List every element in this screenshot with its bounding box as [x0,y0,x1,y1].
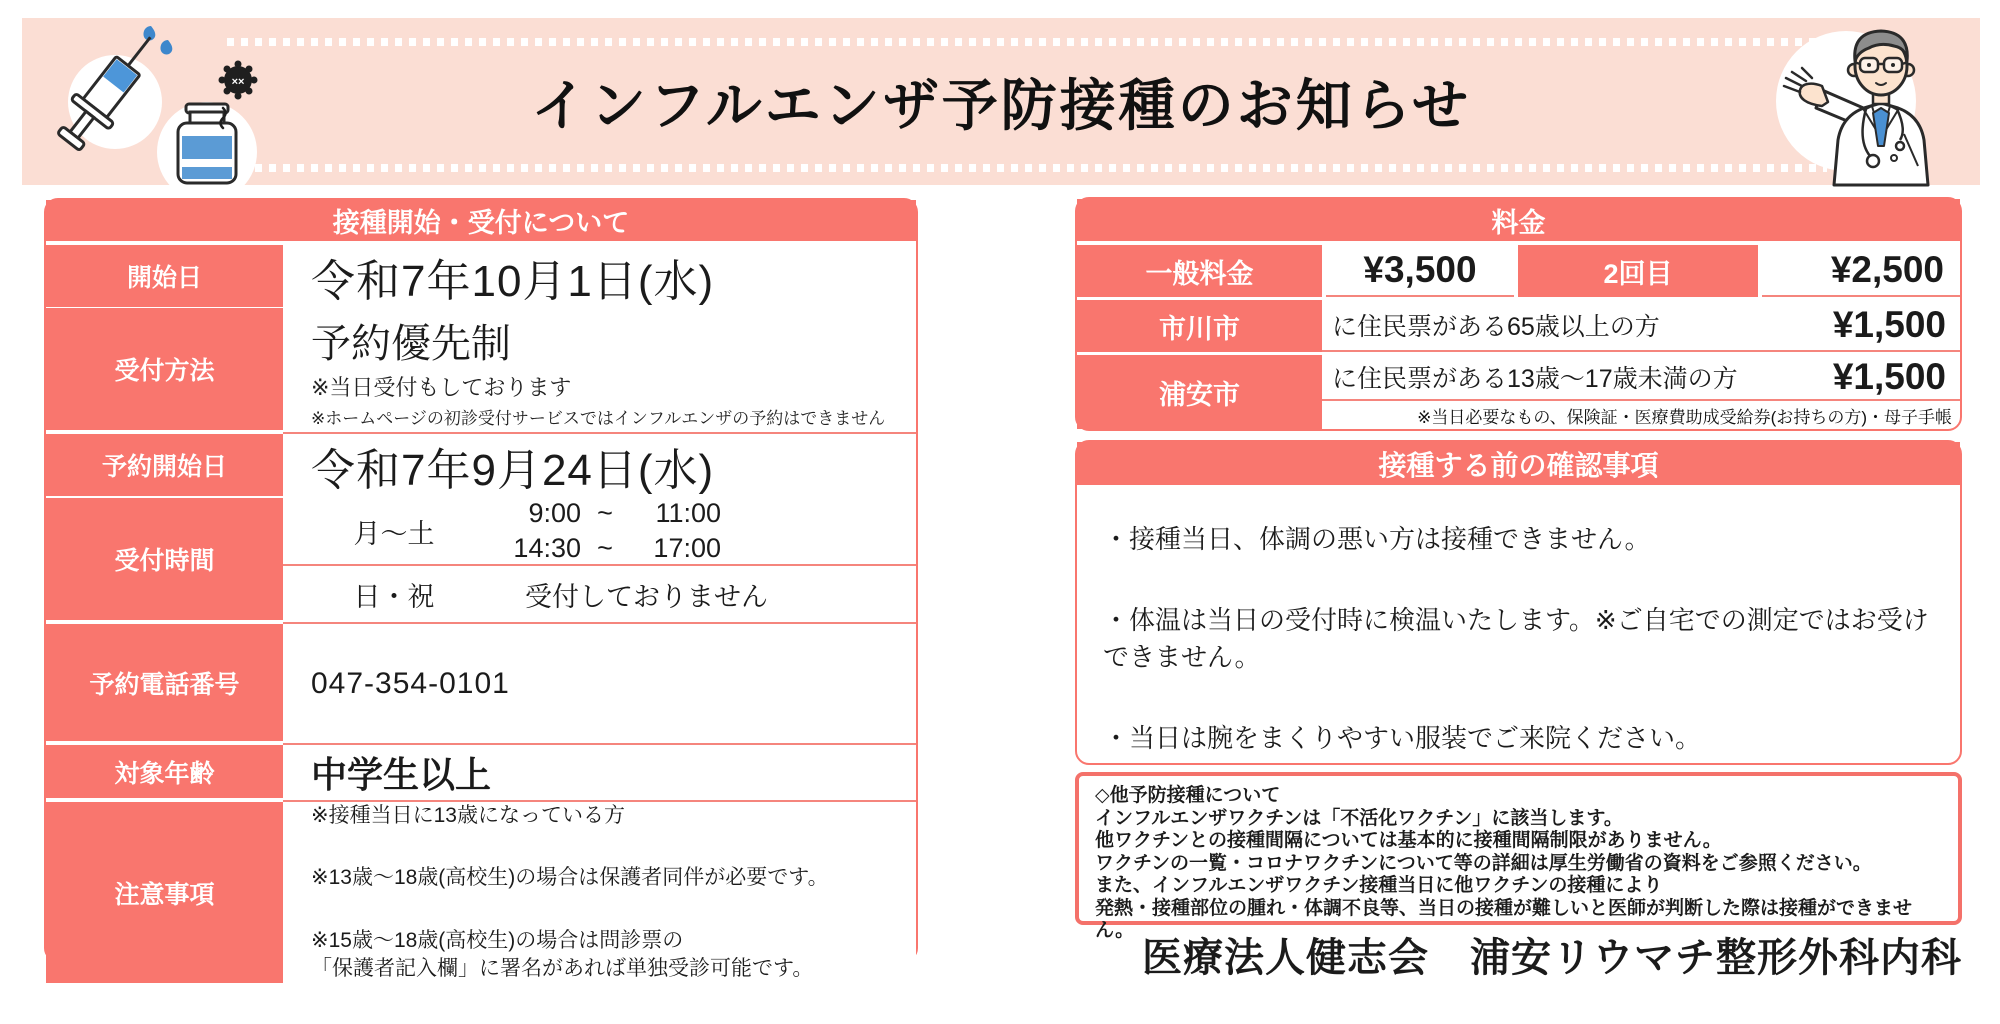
table-row-phone [46,624,916,745]
clinic-name: 医療法人健志会 浦安リウマチ整形外科内科 [1142,936,1962,980]
reception-method-note: ※ホームページの初診受付サービスではインフルエンザの予約はできません [311,408,886,428]
table-row-reception-method [46,308,916,434]
doctor-illustration [1776,6,1976,185]
schedule-table-title: 接種開始・受付について [46,200,916,245]
table-row-start-date [46,245,916,308]
afternoon-hours: 14:30 ~ 17:00 [513,533,721,563]
start-date-value: 令和7年10月1日(水) [311,257,715,306]
checklist-box [1075,440,1962,765]
reception-method-value: 予約優先制 [311,321,511,366]
table-row-urayasu [1077,355,1960,429]
note-line: また、インフルエンザワクチン接種当日に他ワクチンの接種により [1095,875,1663,896]
checklist-item: ・体温は当日の受付時に検温いたします。※ご自宅での測定ではお受けできません。 [1103,605,1929,672]
reception-method-note: ※当日受付もしております [311,374,572,400]
price-table [1075,197,1962,431]
table-row-reception-hours [46,498,916,624]
weekday-hours [489,498,721,564]
row-label: 注意事項 [46,802,283,983]
weekday-range: 月～土 [353,518,435,549]
row-label: 浦安市 [1077,355,1322,429]
checklist-item: ・当日は腕をまくりやすい服装でご来院ください。 [1103,723,1702,753]
row-label: 予約電話番号 [46,624,283,745]
ichikawa-price: ¥1,500 [1832,304,1946,345]
row-label: 対象年齢 [46,745,283,802]
checklist-title: 接種する前の確認事項 [1077,442,1960,489]
page-title: インフルエンザ予防接種のお知らせ [530,73,1472,137]
note-line: ◇他予防接種について [1095,785,1281,806]
row-label: 予約開始日 [46,434,283,500]
urayasu-price: ¥1,500 [1832,356,1946,397]
required-items-note: ※当日必要なもの、保険証・医療費助成受給券(お持ちの方)・母子手帳 [1417,407,1952,427]
header-band [22,18,1980,185]
second-dose-label: 2回目 [1518,245,1758,297]
holiday-label: 日・祝 [353,581,435,612]
table-row-ichikawa [1077,300,1960,352]
second-dose-price: ¥2,500 [1762,245,1960,297]
table-row-cautions [46,802,916,981]
morning-hours: 9:00 ~ 11:00 [528,498,721,528]
general-price: ¥3,500 [1326,245,1514,297]
ichikawa-condition: に住民票がある65歳以上の方 [1332,313,1660,341]
syringe-vial-illustration [30,20,270,185]
note-line: ワクチンの一覧・コロナワクチンについて等の詳細は厚生労働省の資料をご参照ください。 [1095,852,1872,874]
schedule-table [44,198,918,981]
caution-note: ※15歳～18歳(高校生)の場合は問診票の 「保護者記入欄」に署名があれば単独受診可能です。 [311,928,814,981]
holiday-value: 受付しておりません [525,581,768,612]
row-label: 受付方法 [46,308,283,434]
price-table-title: 料金 [1077,199,1960,245]
note-line: 発熱・接種部位の腫れ・体調不良等、当日の接種が難しいと医師が判断した際は接種ができません。 [1095,897,1913,941]
note-line: インフルエンザワクチンは「不活化ワクチン」に該当します。 [1095,807,1623,829]
note-line: 他ワクチンとの接種間隔については基本的に接種間隔制限がありません。 [1095,830,1722,851]
urayasu-condition: に住民票がある13歳～17歳未満の方 [1332,365,1738,393]
row-label: 開始日 [46,245,283,311]
phone-number: 047-354-0101 [311,666,510,700]
caution-note: ※接種当日に13歳になっている方 [311,804,625,827]
row-label: 一般料金 [1077,245,1322,297]
checklist-item: ・接種当日、体調の悪い方は接種できません。 [1103,524,1651,554]
row-label: 受付時間 [46,498,283,624]
row-label: 市川市 [1077,300,1322,352]
table-row-general-price [1077,245,1960,297]
droplet-icon [160,40,172,54]
reservation-start-value: 令和7年9月24日(水) [311,446,715,495]
target-age-value: 中学生以上 [311,754,492,795]
other-vaccination-note-box [1075,772,1962,941]
svg-text:××: ×× [231,76,245,88]
caution-note: ※13歳～18歳(高校生)の場合は保護者同伴が必要です。 [311,866,829,890]
table-row-target-age [46,745,916,802]
table-row-reservation-start [46,434,916,498]
